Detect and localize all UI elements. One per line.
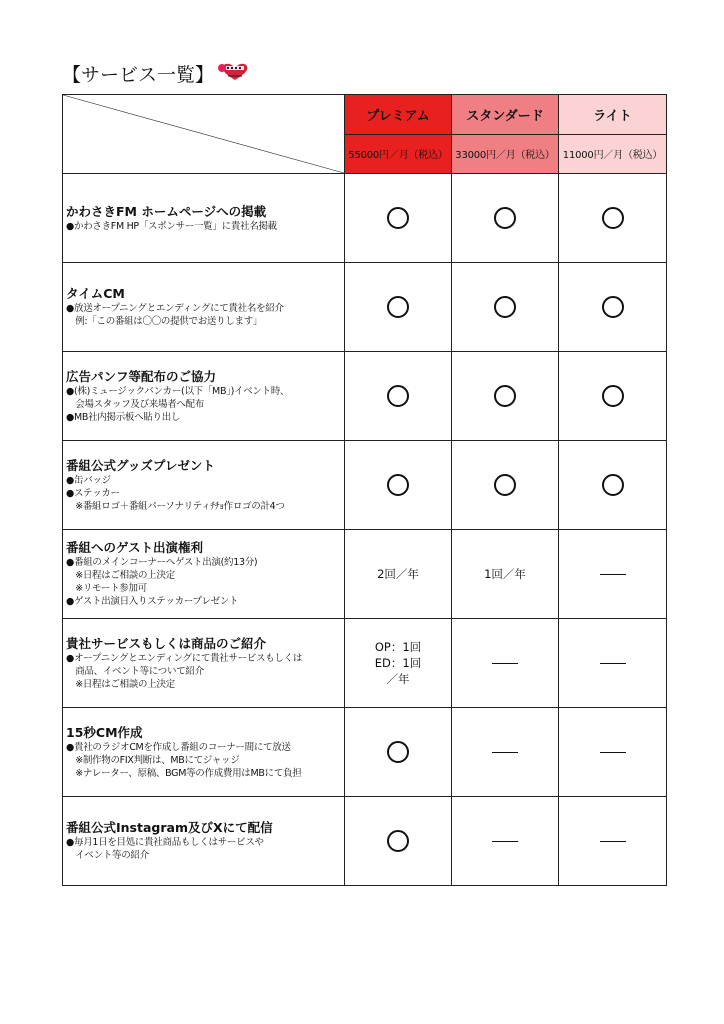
service-title: 広告パンフ等配布のご協力	[66, 368, 217, 384]
service-cell-standard	[452, 708, 559, 797]
service-value-text: 1回／年	[484, 567, 526, 581]
plan-price-premium: 55000円／月（税込）	[345, 134, 452, 174]
service-row	[63, 708, 667, 797]
service-table	[62, 94, 667, 886]
header-corner-cell	[63, 95, 345, 174]
service-cell-light	[559, 352, 667, 441]
service-value-text: ED：1回	[374, 656, 422, 670]
plan-price-standard: 33000円／月（税込）	[452, 134, 559, 174]
service-description	[63, 174, 345, 263]
service-detail-line: ●毎月1日を目処に貴社商品もしくはサービスや	[66, 837, 264, 848]
service-detail-line: ※ナレーター、原稿、BGM等の作成費用はMBにて負担	[66, 767, 302, 779]
service-cell-standard	[452, 530, 559, 619]
service-detail-line: ●MB社内掲示板へ貼り出し	[66, 411, 181, 423]
service-cell-light	[559, 530, 667, 619]
not-included-dash-icon	[600, 841, 626, 842]
service-description	[63, 263, 345, 352]
included-circle-icon	[494, 474, 516, 496]
service-cell-premium	[345, 174, 452, 263]
service-detail-line: ※日程はご相談の上決定	[66, 570, 175, 581]
service-row	[63, 797, 667, 886]
plan-price-light: 11000円／月（税込）	[559, 134, 667, 174]
service-cell-light	[559, 708, 667, 797]
service-description	[63, 797, 345, 886]
plan-name-premium: プレミアム	[345, 95, 452, 135]
service-row	[63, 530, 667, 619]
service-detail-line: 商品、イベント等について紹介	[66, 665, 204, 677]
not-included-dash-icon	[600, 752, 626, 753]
service-title: 番組公式グッズプレゼント	[66, 457, 215, 473]
included-circle-icon	[494, 296, 516, 318]
service-cell-standard	[452, 797, 559, 886]
page-title	[62, 62, 254, 88]
service-cell-standard	[452, 174, 559, 263]
service-row	[63, 441, 667, 530]
not-included-dash-icon	[600, 574, 626, 575]
service-detail-line: ●(株)ミュージックバンカー(以下「MB」)イベント時、	[66, 385, 290, 397]
service-title: 番組公式Instagram及びXにて配信	[66, 820, 273, 835]
service-cell-standard	[452, 619, 559, 708]
plan-header-row	[63, 95, 667, 135]
service-title: かわさきFM ホームページへの掲載	[66, 203, 267, 219]
included-circle-icon	[387, 296, 409, 318]
service-value-text: OP：1回	[374, 640, 422, 654]
service-cell-light	[559, 441, 667, 530]
heart-logo-icon	[216, 62, 254, 89]
service-title: タイムCM	[66, 286, 125, 301]
service-detail-line: ※リモート参加可	[66, 583, 147, 594]
service-detail-line: ●ステッカー	[66, 487, 120, 499]
included-circle-icon	[494, 207, 516, 229]
included-circle-icon	[387, 474, 409, 496]
not-included-dash-icon	[492, 752, 518, 753]
not-included-dash-icon	[600, 663, 626, 664]
service-detail-line: イベント等の紹介	[66, 850, 149, 861]
plan-name-light: ライト	[559, 95, 667, 135]
service-value-text: 2回／年	[377, 567, 419, 581]
service-description	[63, 708, 345, 797]
service-cell-premium	[345, 263, 452, 352]
service-cell-standard	[452, 352, 559, 441]
service-row	[63, 174, 667, 263]
service-cell-premium	[345, 797, 452, 886]
service-cell-premium	[345, 352, 452, 441]
service-row	[63, 352, 667, 441]
included-circle-icon	[387, 741, 409, 763]
not-included-dash-icon	[492, 663, 518, 664]
included-circle-icon	[602, 296, 624, 318]
service-detail-line: ●番組のメインコーナーへゲスト出演(約13分)	[66, 557, 258, 568]
service-title: 番組へのゲスト出演権利	[66, 540, 204, 555]
plan-name-standard: スタンダード	[452, 95, 559, 135]
service-detail-line: ※番組ロゴ＋番組パーソナリティﾁﾁｮ作ロゴの計4つ	[66, 500, 285, 512]
included-circle-icon	[387, 830, 409, 852]
service-cell-standard	[452, 441, 559, 530]
page-title-text: 【サービス一覧】	[62, 64, 215, 86]
service-detail-line: ●かわさきFM HP「スポンサー一覧」に貴社名掲載	[66, 220, 277, 232]
service-cell-premium	[345, 619, 452, 708]
included-circle-icon	[387, 207, 409, 229]
service-detail-line: ●ゲスト出演日入りステッカープレゼント	[66, 596, 239, 607]
included-circle-icon	[602, 207, 624, 229]
service-detail-line: ※制作物のFIX判断は、MBにてジャッジ	[66, 754, 240, 766]
included-circle-icon	[494, 385, 516, 407]
included-circle-icon	[602, 385, 624, 407]
service-detail-line: ●貴社のラジオCMを作成し番組のコーナー間にて放送	[66, 741, 291, 753]
service-row	[63, 263, 667, 352]
service-cell-light	[559, 797, 667, 886]
service-description	[63, 352, 345, 441]
service-cell-premium	[345, 530, 452, 619]
service-description	[63, 530, 345, 619]
not-included-dash-icon	[492, 841, 518, 842]
service-title: 15秒CM作成	[66, 724, 143, 740]
service-detail-line: ●放送オープニングとエンディングにて貴社名を紹介	[66, 303, 284, 314]
service-cell-standard	[452, 263, 559, 352]
service-detail-line: ※日程はご相談の上決定	[66, 678, 175, 690]
service-cell-light	[559, 619, 667, 708]
included-circle-icon	[602, 474, 624, 496]
service-cell-light	[559, 174, 667, 263]
service-cell-light	[559, 263, 667, 352]
service-cell-premium	[345, 441, 452, 530]
service-detail-line: ●缶バッジ	[66, 474, 111, 486]
service-detail-line: 例:「この番組は〇〇の提供でお送りします」	[66, 316, 263, 327]
service-description	[63, 441, 345, 530]
service-detail-line: ●オープニングとエンディングにて貴社サービスもしくは	[66, 652, 303, 664]
service-value-text: ／年	[386, 672, 410, 686]
service-title: 貴社サービスもしくは商品のご紹介	[66, 635, 267, 651]
service-cell-premium	[345, 708, 452, 797]
service-row	[63, 619, 667, 708]
service-detail-line: 会場スタッフ及び来場者へ配布	[66, 398, 205, 410]
included-circle-icon	[387, 385, 409, 407]
service-description	[63, 619, 345, 708]
